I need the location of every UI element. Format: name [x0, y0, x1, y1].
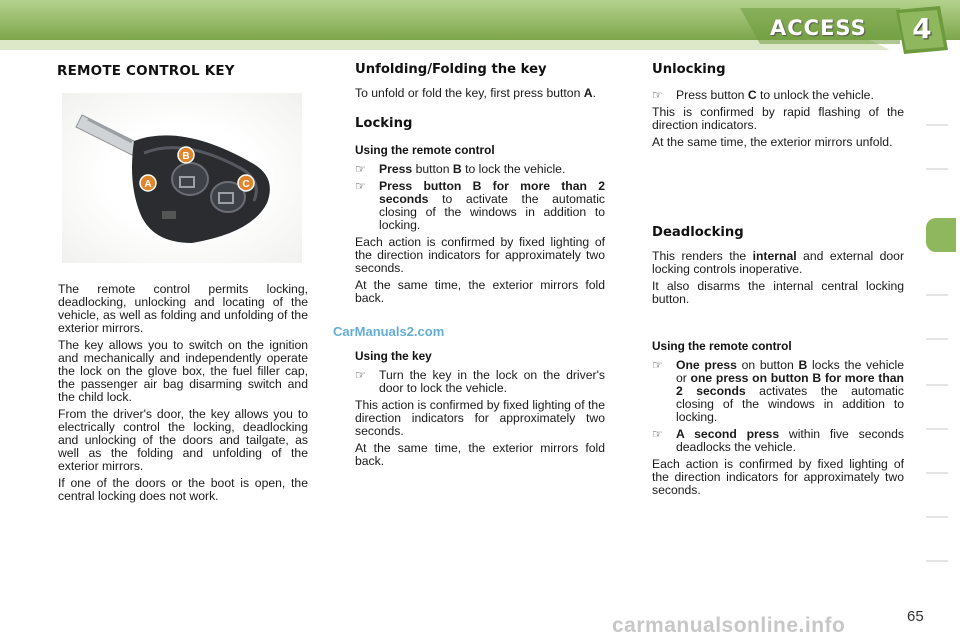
hand-pointer-icon: ☞: [652, 427, 663, 441]
deadlock-paragraph: This renders the internal and external door locking controls inoperative.: [652, 249, 905, 276]
chapter-tab-separator: [926, 124, 948, 126]
unfold-title: Unfolding/Folding the key: [355, 62, 547, 77]
hand-pointer-icon: ☞: [652, 88, 663, 102]
hand-pointer-icon: ☞: [355, 179, 366, 193]
col3: [652, 63, 904, 501]
footer-watermark: carmanualsonline.info: [612, 614, 846, 637]
hand-pointer-icon: ☞: [652, 358, 663, 372]
chapter-tab-separator: [926, 168, 948, 170]
chapter-tab-active: [926, 218, 956, 252]
chapter-tabs: [926, 66, 960, 576]
chapter-tab-separator: [926, 338, 948, 340]
chapter-tab-separator: [926, 294, 948, 296]
key-subheading: Using the key: [355, 349, 432, 363]
page-title: REMOTE CONTROL KEY: [57, 63, 235, 79]
chapter-tab-separator: [926, 472, 948, 474]
key-usage-paragraph: The key allows you to switch on the ignition and mechanically and independently operate the lock on the glove box, the fuel filler cap, the passenger air bag disarming switch and the child lock.: [58, 338, 308, 404]
remote-key-illustration: [62, 93, 302, 263]
unlock-bullet: ☞ Press button C to unlock the vehicle.: [652, 88, 874, 102]
chapter-number: 4: [912, 12, 932, 45]
chapter-tab-separator: [926, 428, 948, 430]
hand-pointer-icon: ☞: [355, 368, 366, 382]
deadlock-bullet-1: ☞ One press on button B locks the vehicle or one press on button B for more than 2 seconds activates the automatic closing of the windows in addition to locking.: [652, 358, 904, 424]
unfold-paragraph: To unfold or fold the key, first press button A.: [355, 86, 596, 100]
deadlocking-title: Deadlocking: [652, 225, 744, 240]
col1-body: [58, 283, 308, 507]
key-mirrors-paragraph: At the same time, the exterior mirrors fold back.: [355, 441, 605, 468]
lock-confirm-paragraph: Each action is confirmed by fixed lighting of the direction indicators for approximately two seconds.: [355, 235, 605, 275]
locking-title: Locking: [355, 116, 413, 131]
header-band: [0, 0, 960, 58]
chapter-tab-separator: [926, 560, 948, 562]
intro-paragraph: The remote control permits locking, deadlocking, unlocking and locating of the vehicle, as well as folding and unfolding of the exterior mirrors.: [58, 282, 308, 335]
lock-bullet-1: ☞ Press button B to lock the vehicle.: [355, 162, 566, 176]
section-title: ACCESS: [770, 16, 867, 40]
chapter-tab-separator: [926, 384, 948, 386]
col2: [355, 63, 605, 472]
label-c: C: [242, 179, 250, 190]
label-b: B: [182, 151, 190, 162]
deadlock-bullet-2: ☞ A second press within five seconds deadlocks the vehicle.: [652, 427, 905, 454]
unlock-confirm-paragraph: This is confirmed by rapid flashing of the direction indicators.: [652, 105, 904, 132]
deadlock-confirm-paragraph: Each action is confirmed by fixed lighting of the direction indicators for approximately two seconds.: [652, 457, 904, 497]
deadlock-disarm-paragraph: It also disarms the internal central locking button.: [652, 279, 904, 306]
remote-subheading: Using the remote control: [355, 143, 495, 157]
central-locking-note: If one of the doors or the boot is open, the central locking does not work.: [58, 476, 308, 503]
deadlock-remote-subheading: Using the remote control: [652, 339, 792, 353]
lock-bullet-2: ☞ Press button B for more than 2 seconds to activate the automatic closing of the windows in addition to locking.: [355, 179, 605, 232]
key-bullet: ☞ Turn the key in the lock on the driver's door to lock the vehicle.: [355, 368, 605, 395]
unlocking-title: Unlocking: [652, 62, 726, 77]
driver-door-paragraph: From the driver's door, the key allows you to electrically control the locking, deadlocking and unlocking of the doors and tailgate, as well as the folding and unfolding of the exterior mirrors.: [58, 407, 308, 473]
watermark: CarManuals2.com: [333, 324, 445, 339]
unlock-mirrors-paragraph: At the same time, the exterior mirrors unfold.: [652, 135, 893, 149]
key-confirm-paragraph: This action is confirmed by fixed lighting of the direction indicators for approximately two seconds.: [355, 398, 605, 438]
hand-pointer-icon: ☞: [355, 162, 366, 176]
chapter-tab-separator: [926, 516, 948, 518]
label-a: A: [144, 179, 152, 190]
lock-mirrors-paragraph: At the same time, the exterior mirrors fold back.: [355, 278, 605, 305]
page-number: 65: [907, 608, 924, 625]
